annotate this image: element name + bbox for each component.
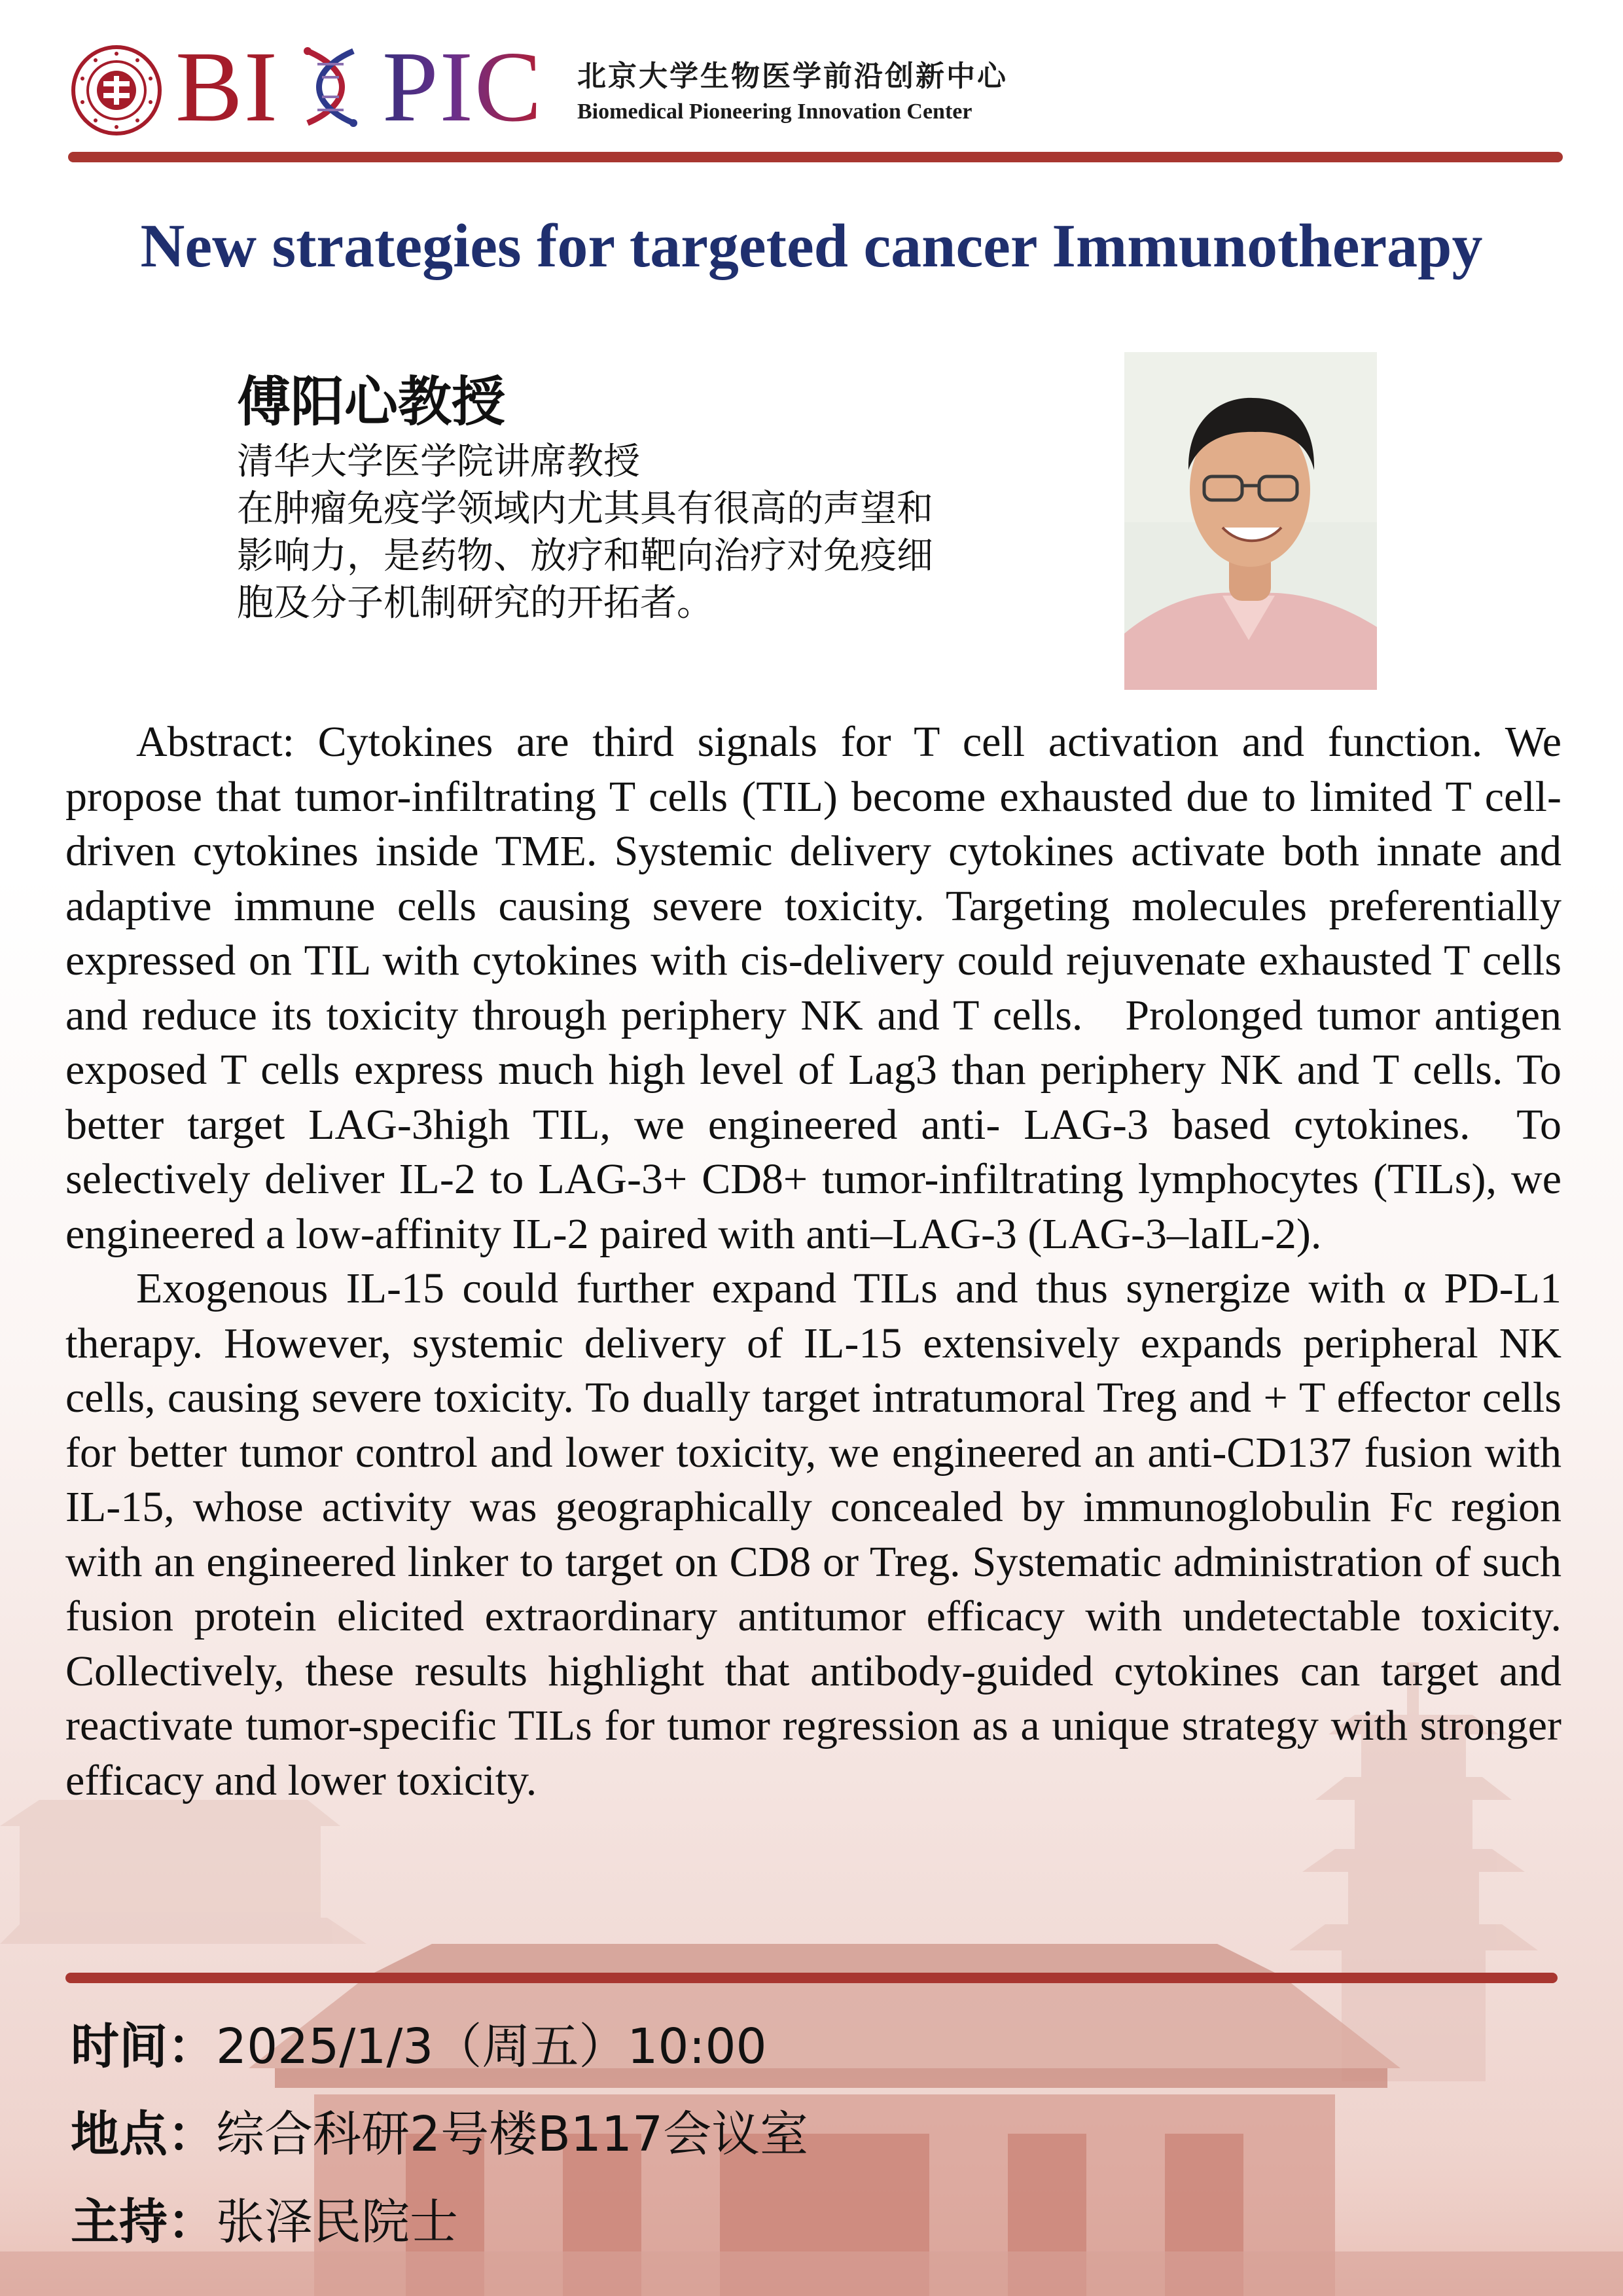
brand-left-text: BI — [175, 31, 279, 143]
speaker-name: 傅阳心教授 — [237, 371, 506, 433]
host-label: 主持： — [71, 2194, 216, 2250]
dna-helix-logo-icon — [281, 38, 380, 136]
bio-pic-logo — [175, 31, 543, 143]
peking-university-seal-icon — [71, 45, 162, 136]
center-name-english: Biomedical Pioneering Innovation Center — [577, 99, 972, 124]
speaker-bio-line: 影响力，是药物、放疗和靶向治疗对免疫细 — [237, 535, 933, 577]
event-host — [71, 2178, 808, 2266]
speaker-bio-line: 胞及分子机制研究的开拓者。 — [237, 582, 713, 624]
abstract — [65, 715, 1561, 1808]
location-label: 地点： — [71, 2106, 216, 2162]
speaker-bio-line: 在肿瘤免疫学领域内尤其具有很高的声望和 — [237, 488, 933, 530]
speaker-portrait — [1124, 352, 1377, 690]
event-location — [71, 2090, 808, 2178]
time-label: 时间： — [71, 2018, 216, 2075]
event-time — [71, 2003, 808, 2090]
center-name-chinese: 北京大学生物医学前沿创新中心 — [577, 60, 1008, 93]
footer-divider — [65, 1973, 1558, 1983]
speaker-info — [237, 367, 1088, 627]
abstract-paragraph-1: Abstract: Cytokines are third signals for T cell activation and function. We propose that tumor-infiltrating T cells (TIL) become exhausted due to limited T cell-driven cytokines inside TME. Systemic delivery cytokines activate both innate and adaptive immune cells causing severe toxicity. Targeting molecules preferentially expressed on TIL with cytokines with cis-delivery could rejuvenate exhausted T cells and reduce its toxicity through periphery NK and T cells. Prolonged tumor antigen exposed T cells express much high level of Lag3 than periphery NK and T cells. To better target LAG-3high TIL, we engineered anti- LAG-3 based cytokines. To selectively deliver IL-2 to LAG-3+ CD8+ tumor-infiltrating lymphocytes (TILs), we engineered a low-affinity IL-2 paired with anti–LAG-3 (LAG-3–laIL-2). — [65, 718, 1561, 1258]
talk-title: New strategies for targeted cancer Immunotherapy — [140, 212, 1483, 280]
header — [0, 0, 1623, 177]
speaker-title: 清华大学医学院讲席教授 — [237, 440, 640, 483]
host-value: 张泽民院士 — [216, 2194, 458, 2250]
time-value: 2025/1/3（周五）10:00 — [216, 2018, 767, 2075]
location-value: 综合科研2号楼B117会议室 — [216, 2106, 809, 2162]
brand-right-text: PIC — [382, 31, 543, 143]
header-divider — [68, 152, 1563, 162]
event-info — [71, 2003, 808, 2266]
abstract-paragraph-2: Exogenous IL-15 could further expand TILs and thus synergize with α PD-L1 therapy. However, systemic delivery of IL-15 extensively expands peripheral NK cells, causing severe toxicity. To dually target intratumoral Treg and + T effector cells for better tumor control and lower toxicity, we engineered an anti-CD137 fusion with IL-15, whose activity was geographically concealed by immunoglobulin Fc region with an engineered linker to target on CD8 or Treg. Systematic administration of such fusion protein elicited extraordinary antitumor efficacy with undetectable toxicity. Collectively, these results highlight that antibody-guided cytokines can target and reactivate tumor-specific TILs for tumor regression as a unique strategy with stronger efficacy and lower toxicity. — [65, 1265, 1561, 1804]
